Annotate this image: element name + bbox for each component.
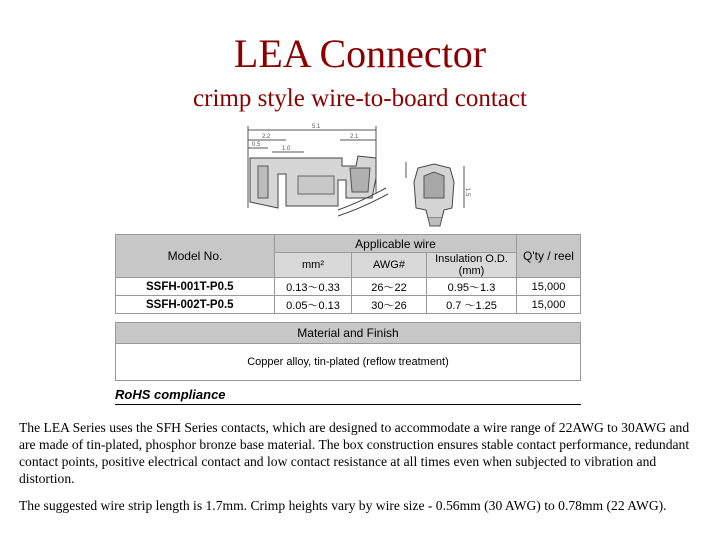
material-table [115, 322, 581, 381]
dim-label: 1.5 [464, 188, 470, 197]
material-header: Material and Finish [116, 323, 581, 344]
description-paragraph: The suggested wire strip length is 1.7mm. Crimp heights vary by wire size - 0.56mm (30 AWG) to 0.78mm (22 AWG). [19, 498, 667, 513]
dim-label: 2.1 [350, 134, 359, 140]
qty-header: Q'ty / reel [517, 235, 581, 278]
model-header: Model No. [116, 235, 275, 278]
od-header: Insulation O.D. (mm) [427, 253, 517, 278]
contact-drawing [238, 118, 478, 230]
awg-header: AWG# [352, 253, 427, 278]
awg-cell: 26～22 [352, 278, 427, 296]
description-paragraph: The LEA Series uses the SFH Series contacts, which are designed to accommodate a wire range of 22AWG to 30AWG and are made of tin-plated, phosphor bronze base material. The box construction ensures stable contact performance, redundant contact points, positive electrical contact and low contact resistance at all times even when subjected to vibration and distortion. [19, 420, 690, 486]
model-cell: SSFH-001T-P0.5 [116, 278, 275, 296]
spec-table [115, 234, 581, 314]
table-row [116, 278, 581, 296]
mm2-cell: 0.05～0.13 [275, 296, 352, 314]
material-value: Copper alloy, tin-plated (reflow treatment) [116, 344, 581, 381]
model-cell: SSFH-002T-P0.5 [116, 296, 275, 314]
spec-block [115, 234, 581, 405]
dim-label: 5.1 [312, 124, 321, 130]
od-cell: 0.7 ～1.25 [427, 296, 517, 314]
page-title: LEA Connector [233, 31, 487, 76]
mm2-header: mm² [275, 253, 352, 278]
dim-label: 1.0 [282, 146, 291, 152]
qty-cell: 15,000 [517, 296, 581, 314]
table-row [116, 296, 581, 314]
mm2-cell: 0.13～0.33 [275, 278, 352, 296]
wire-header: Applicable wire [275, 235, 517, 253]
dim-label: 0.5 [252, 142, 261, 148]
od-cell: 0.95～1.3 [427, 278, 517, 296]
qty-cell: 15,000 [517, 278, 581, 296]
description [19, 419, 709, 524]
dim-label: 2.2 [262, 134, 271, 140]
rohs-label: RoHS compliance [115, 387, 581, 405]
awg-cell: 30～26 [352, 296, 427, 314]
page-subtitle: crimp style wire-to-board contact [193, 85, 527, 112]
